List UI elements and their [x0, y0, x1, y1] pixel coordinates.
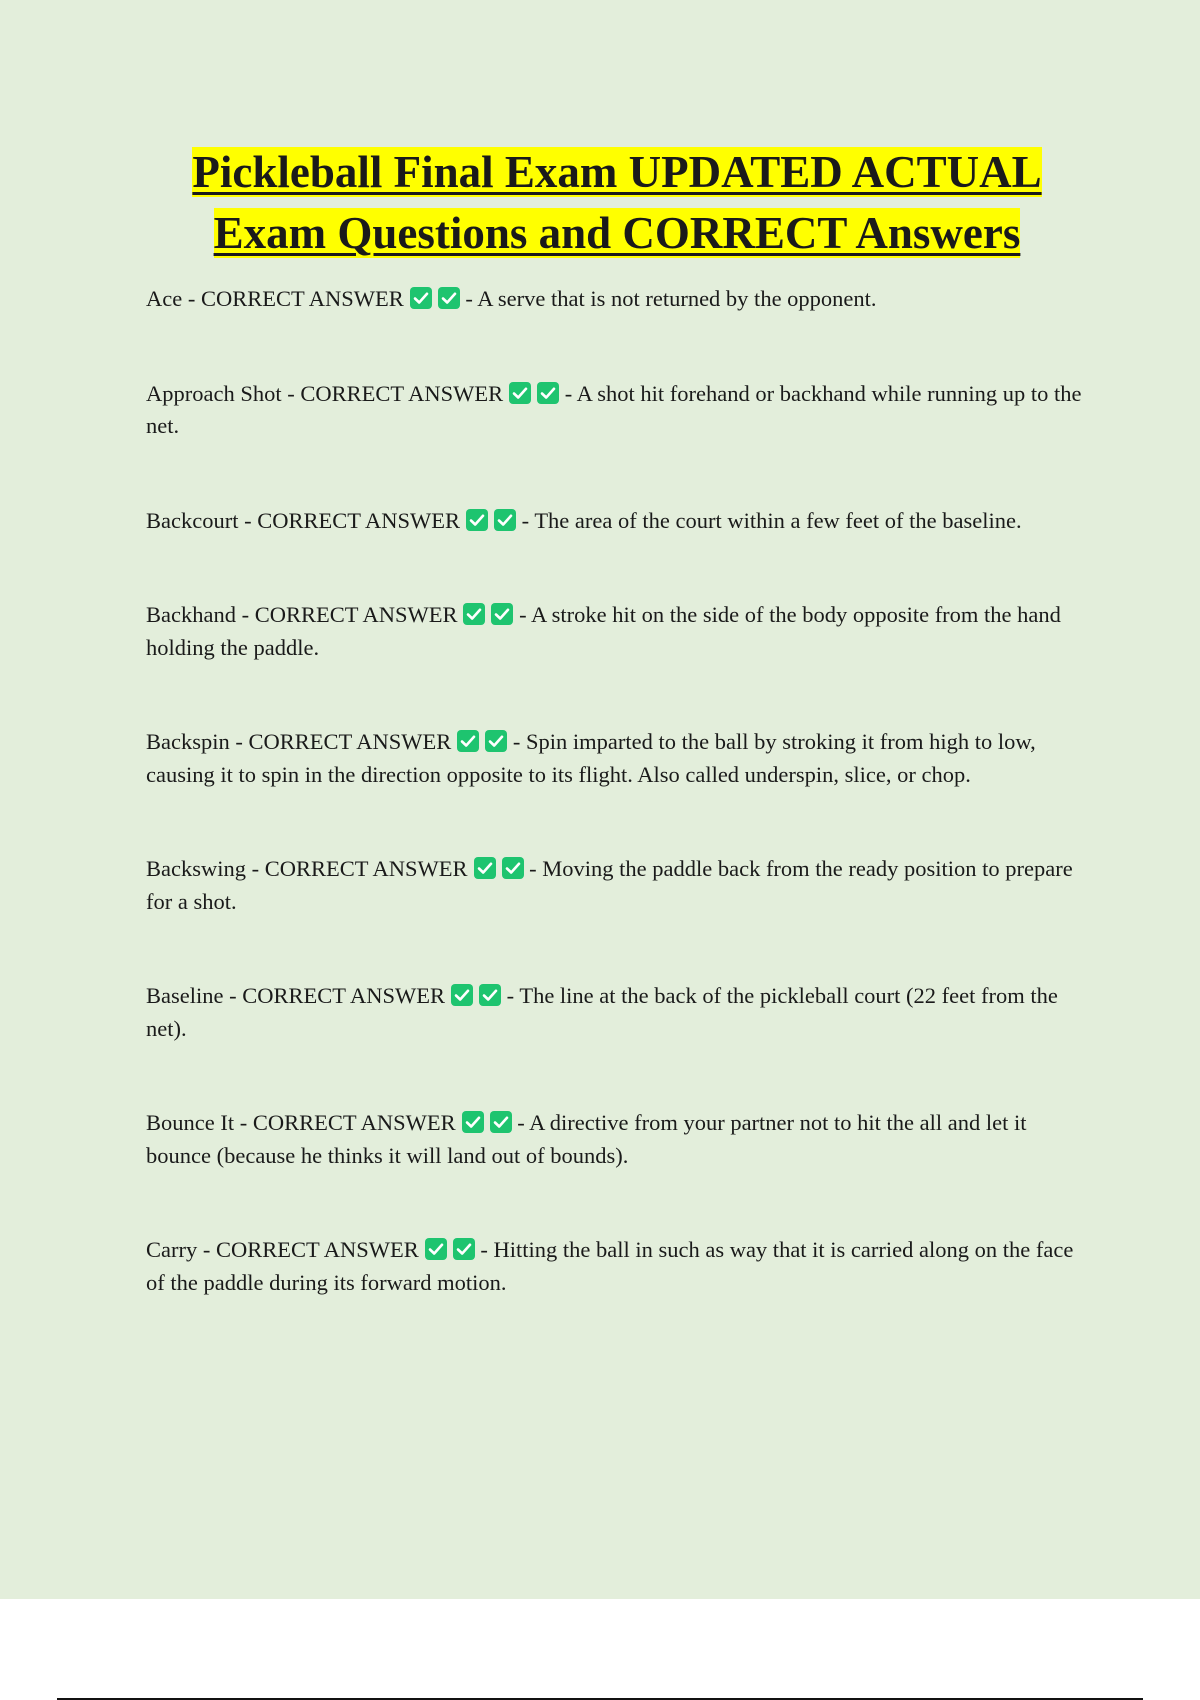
entry-list [146, 283, 1088, 1299]
separator-dash: - [238, 507, 258, 533]
correct-answer-label: CORRECT ANSWER [200, 286, 404, 311]
correct-answer-label: CORRECT ANSWER [264, 856, 468, 881]
separator-dash: - [234, 1110, 253, 1135]
correct-answer-label: CORRECT ANSWER [254, 602, 458, 627]
entry-definition: A shot hit forehand or backhand while running up to the net. [146, 380, 1082, 438]
separator-dash: - [507, 729, 526, 754]
check-box-icon [509, 382, 531, 404]
entry-definition: Moving the paddle back from the ready position to prepare for a shot. [146, 856, 1073, 914]
separator-dash: - [246, 856, 265, 881]
entry-item [146, 505, 1088, 538]
check-box-icon [457, 730, 479, 752]
entry-item [146, 853, 1088, 918]
check-box-icon [485, 730, 507, 752]
correct-answer-label: CORRECT ANSWER [215, 1237, 419, 1262]
entry-term: Backhand [146, 602, 236, 627]
correct-answer-label: CORRECT ANSWER [242, 983, 445, 1008]
separator-dash: - [515, 507, 535, 533]
entry-item [146, 378, 1088, 443]
entry-definition: Hitting the ball in such as way that it is carried along on the face of the paddle during its forward motion. [146, 1237, 1074, 1295]
separator-dash: - [474, 1237, 494, 1262]
check-box-icon [491, 603, 513, 625]
separator-dash: - [523, 856, 543, 881]
entry-definition: A stroke hit on the side of the body opposite from the hand holding the paddle. [146, 602, 1061, 660]
correct-answer-label: CORRECT ANSWER [248, 729, 452, 754]
check-box-icon [463, 603, 485, 625]
entry-item [146, 726, 1088, 791]
entry-term: Backswing [146, 856, 246, 881]
separator-dash: - [223, 983, 243, 1008]
separator-dash: - [281, 380, 301, 406]
entry-definition: The line at the back of the pickleball court (22 feet from the net). [146, 983, 1058, 1041]
check-box-icon [502, 857, 524, 879]
entry-definition: A directive from your partner not to hit the all and let it bounce (because he thinks it will land out of bounds). [146, 1110, 1027, 1168]
check-box-icon [462, 1111, 484, 1133]
entry-term: Approach Shot [146, 380, 282, 406]
check-box-icon [425, 1238, 447, 1260]
entry-item [146, 283, 1088, 316]
entry-term: Bounce It [146, 1110, 235, 1135]
document-title [100, 142, 1134, 264]
separator-dash: - [500, 983, 520, 1008]
separator-dash: - [513, 602, 531, 627]
separator-dash: - [235, 602, 255, 627]
check-box-icon [474, 857, 496, 879]
correct-answer-label: CORRECT ANSWER [257, 507, 460, 533]
entry-term: Backspin [146, 729, 230, 754]
entry-term: Ace [146, 286, 183, 311]
check-box-icon [494, 509, 516, 531]
correct-answer-label: CORRECT ANSWER [300, 380, 504, 406]
check-box-icon [410, 287, 432, 309]
check-box-icon [466, 509, 488, 531]
entry-definition: Spin imparted to the ball by stroking it from high to low, causing it to spin in the direction opposite to its flight. Also called underspin, slice, or chop. [146, 729, 1036, 787]
entry-definition: The area of the court within a few feet of the baseline. [534, 507, 1022, 533]
separator-dash: - [182, 286, 201, 311]
separator-dash: - [459, 286, 478, 311]
check-box-icon [537, 382, 559, 404]
title-line-2: Exam Questions and CORRECT Answers [213, 208, 1021, 258]
separator-dash: - [559, 380, 577, 406]
entry-term: Baseline [146, 983, 224, 1008]
entry-item [146, 980, 1088, 1045]
separator-dash: - [511, 1110, 530, 1135]
entry-item [146, 599, 1088, 664]
check-box-icon [479, 984, 501, 1006]
separator-dash: - [197, 1237, 216, 1262]
entry-item [146, 1107, 1088, 1172]
check-box-icon [451, 984, 473, 1006]
separator-dash: - [229, 729, 249, 754]
check-box-icon [453, 1238, 475, 1260]
correct-answer-label: CORRECT ANSWER [252, 1110, 456, 1135]
entry-definition: A serve that is not returned by the opponent. [477, 286, 877, 311]
entry-term: Backcourt [146, 507, 239, 533]
check-box-icon [438, 287, 460, 309]
entry-item [146, 1234, 1088, 1299]
check-box-icon [490, 1111, 512, 1133]
entry-term: Carry [146, 1237, 198, 1262]
title-line-1: Pickleball Final Exam UPDATED ACTUAL [192, 147, 1042, 197]
